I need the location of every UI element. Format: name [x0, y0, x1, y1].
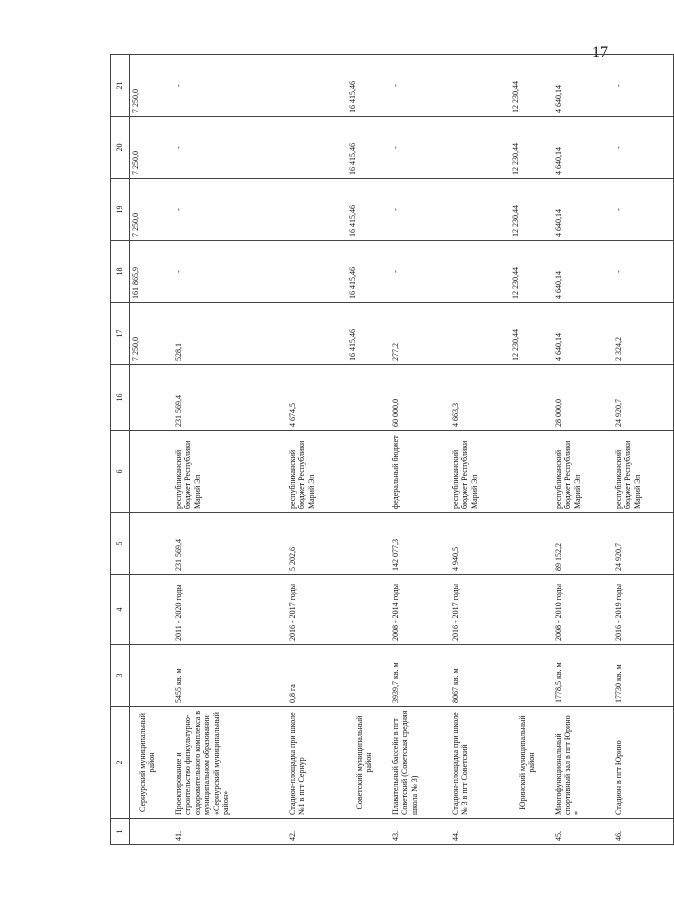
- table-cell: -: [173, 179, 287, 241]
- section-title: Юринский муниципальный район: [510, 707, 553, 819]
- funding-source: республиканский бюджет Республики Марий Эл: [173, 431, 287, 513]
- header-cell: 16: [111, 365, 130, 431]
- header-cell: 2: [111, 707, 130, 819]
- table-cell: 4 640,14: [553, 117, 613, 179]
- table-cell: -: [613, 55, 673, 117]
- table-cell: 16 415,46: [347, 303, 390, 365]
- section-title: Сернурский муниципальный район: [130, 707, 174, 819]
- table-cell: -: [390, 241, 450, 303]
- table-cell: 12 230,44: [510, 241, 553, 303]
- funding-source: республиканский бюджет Республики Марий Эл: [287, 431, 347, 513]
- header-cell: 1: [111, 819, 130, 845]
- table-row: [553, 55, 613, 845]
- header-row: [111, 55, 130, 845]
- table-cell: -: [173, 241, 287, 303]
- rotated-table-container: [110, 55, 640, 845]
- table-row: [450, 55, 510, 845]
- table-cell: 7 250,0: [130, 117, 174, 179]
- table-cell: 16 415,46: [347, 55, 390, 117]
- table-cell: 161 865,9: [130, 241, 174, 303]
- capacity: 1778,5 кв. м: [553, 645, 613, 707]
- object-name: Стадион-площадка при школе № 3 в пгт Советский: [450, 707, 510, 819]
- row-number: 41.: [173, 819, 287, 845]
- table-cell: 7 250,0: [130, 179, 174, 241]
- cost: 231 569,4: [173, 513, 287, 575]
- table-bottom-border: [673, 55, 674, 845]
- object-name: Проектирование и строительство физкультурно-оздоровительного комплекса в муниципальном образовании «Сернурский муниципальный район»: [173, 707, 287, 819]
- table-cell: 12 230,44: [510, 55, 553, 117]
- object-name: Стадион-площадка при школе №1 в пгт Сернур: [287, 707, 347, 819]
- capacity: 8067 кв. м: [450, 645, 510, 707]
- funding-source: федеральный бюджет: [390, 431, 450, 513]
- header-cell: 4: [111, 575, 130, 645]
- period: 2008 - 2010 годы: [553, 575, 613, 645]
- table-cell: 2 324,2: [613, 303, 673, 365]
- period: 2016 - 2017 годы: [287, 575, 347, 645]
- table-cell: 4 640,14: [553, 303, 613, 365]
- object-name: Плавательный бассейн в пгт Советский (Советская средняя школа № 3): [390, 707, 450, 819]
- header-cell: 5: [111, 513, 130, 575]
- table-cell: 4 640,14: [553, 179, 613, 241]
- row-number: 45.: [553, 819, 613, 845]
- table-cell: 528,1: [173, 303, 287, 365]
- object-name: Стадион в пгт Юрино: [613, 707, 673, 819]
- capacity: 0,8 га: [287, 645, 347, 707]
- table-cell: 16 415,46: [347, 241, 390, 303]
- table-row: [390, 55, 450, 845]
- table-cell: 16 415,46: [347, 179, 390, 241]
- cost: 142 077,3: [390, 513, 450, 575]
- period: 2016 - 2019 годы: [613, 575, 673, 645]
- period: 2008 - 2014 годы: [390, 575, 450, 645]
- section-row: [130, 55, 174, 845]
- table-row: [173, 55, 287, 845]
- table-row: [287, 55, 347, 845]
- period: 2011 - 2020 годы: [173, 575, 287, 645]
- table-cell: -: [390, 55, 450, 117]
- table-row: [613, 55, 673, 845]
- cost: 4 940,5: [450, 513, 510, 575]
- data-table: [110, 54, 674, 845]
- table-cell: -: [173, 55, 287, 117]
- row-number: 44.: [450, 819, 510, 845]
- header-cell: 6: [111, 431, 130, 513]
- table-cell: 4 674,5: [287, 365, 347, 431]
- table-cell: 7 250,0: [130, 55, 174, 117]
- table-cell: 12 230,44: [510, 303, 553, 365]
- table-cell: -: [390, 179, 450, 241]
- capacity: 17730 кв. м: [613, 645, 673, 707]
- funding-source: республиканский бюджет Республики Марий Эл: [450, 431, 510, 513]
- row-number: 46.: [613, 819, 673, 845]
- section-row: [347, 55, 390, 845]
- table-cell: 16 415,46: [347, 117, 390, 179]
- table-cell: -: [613, 241, 673, 303]
- capacity: 3939,7 кв. м: [390, 645, 450, 707]
- object-name: Многофункциональный спортивный зал в пгт Юрино *: [553, 707, 613, 819]
- funding-source: республиканский бюджет Республики Марий Эл: [553, 431, 613, 513]
- header-cell: 21: [111, 55, 130, 117]
- table-cell: 277,2: [390, 303, 450, 365]
- row-number: 42.: [287, 819, 347, 845]
- section-title: Советский муниципальный район: [347, 707, 390, 819]
- table-cell: 12 230,44: [510, 117, 553, 179]
- table-cell: 12 230,44: [510, 179, 553, 241]
- cost: 5 202,6: [287, 513, 347, 575]
- row-number: 43.: [390, 819, 450, 845]
- table-cell: 4 663,3: [450, 365, 510, 431]
- table-cell: 28 000,0: [553, 365, 613, 431]
- table-cell: -: [390, 117, 450, 179]
- header-cell: 3: [111, 645, 130, 707]
- table-cell: 4 640,14: [553, 55, 613, 117]
- period: 2016 - 2017 годы: [450, 575, 510, 645]
- section-row: [510, 55, 553, 845]
- header-cell: 19: [111, 179, 130, 241]
- table-cell: -: [613, 179, 673, 241]
- table-cell: 4 640,14: [553, 241, 613, 303]
- header-cell: 18: [111, 241, 130, 303]
- header-cell: 20: [111, 117, 130, 179]
- cost: 89 152,2: [553, 513, 613, 575]
- page-number: 17: [592, 44, 608, 61]
- table-cell: 7 250,0: [130, 303, 174, 365]
- header-cell: 17: [111, 303, 130, 365]
- table-cell: 60 000,0: [390, 365, 450, 431]
- table-cell: -: [613, 117, 673, 179]
- funding-source: республиканский бюджет Республики Марий Эл: [613, 431, 673, 513]
- table-cell: -: [173, 117, 287, 179]
- capacity: 5455 кв. м: [173, 645, 287, 707]
- table-cell: 231 569,4: [173, 365, 287, 431]
- cost: 24 920,7: [613, 513, 673, 575]
- table-cell: 24 920,7: [613, 365, 673, 431]
